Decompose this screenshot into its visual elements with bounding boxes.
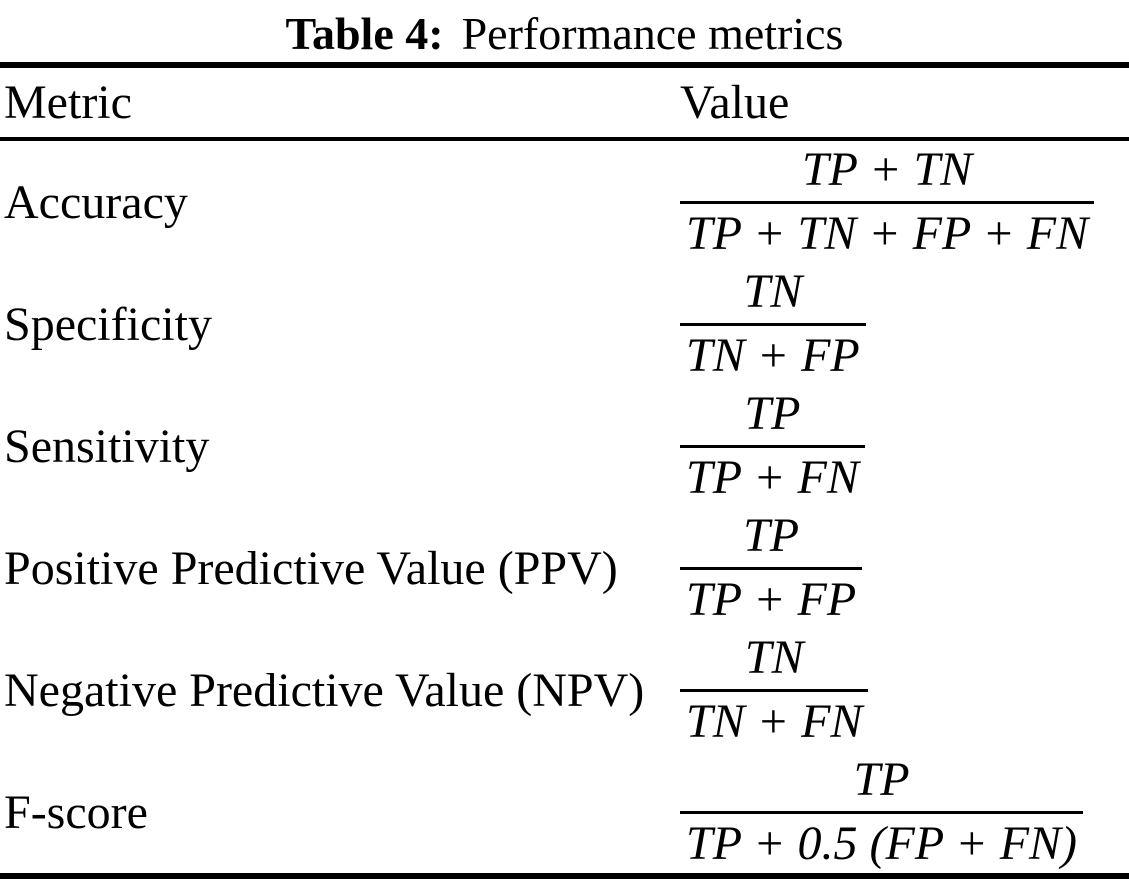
fraction-denominator: TP + TN + FP + FN [686,206,1089,260]
fraction-numerator: TP + TN [680,145,1094,204]
value-cell [680,630,1129,748]
table-caption-text: Performance metrics [461,7,844,59]
table-row-ppv [0,507,1129,629]
metric-label: Positive Predictive Value (PPV) [4,541,618,595]
bottom-rule [0,873,1129,879]
formula-fraction [680,630,868,748]
fraction-denominator: TP + FP [686,572,857,626]
fraction-numerator: TP [680,511,862,570]
fraction-numerator: TN [680,267,866,326]
fraction-numerator: TP [680,755,1083,814]
table-row-specificity [0,263,1129,385]
table-caption [0,0,1129,62]
value-cell [680,752,1129,870]
value-cell [680,142,1129,260]
value-cell [680,386,1129,504]
fraction-denominator: TN + FP [686,328,860,382]
metric-label: Accuracy [4,175,188,229]
metric-label: Specificity [4,297,212,351]
table-header-row [0,68,1129,137]
fraction-numerator: TN [680,633,868,692]
table-row-sensitivity [0,385,1129,507]
metric-label: F-score [4,785,148,839]
table-row-accuracy [0,141,1129,263]
formula-fraction [680,264,866,382]
table-row-fscore [0,751,1129,873]
table-caption-label: Table 4: [285,7,444,59]
fraction-numerator: TP [680,389,865,448]
value-cell [680,264,1129,382]
column-header-value: Value [680,76,790,129]
value-cell [680,508,1129,626]
table-row-npv [0,629,1129,751]
metric-label: Negative Predictive Value (NPV) [4,663,645,717]
formula-fraction [680,386,865,504]
column-header-metric: Metric [4,76,132,129]
fraction-denominator: TN + FN [686,694,863,748]
fraction-denominator: TP + 0.5 (FP + FN) [686,816,1078,870]
metric-label: Sensitivity [4,419,210,473]
formula-fraction [680,752,1083,870]
formula-fraction [680,508,862,626]
fraction-denominator: TP + FN [686,450,859,504]
formula-fraction [680,142,1094,260]
